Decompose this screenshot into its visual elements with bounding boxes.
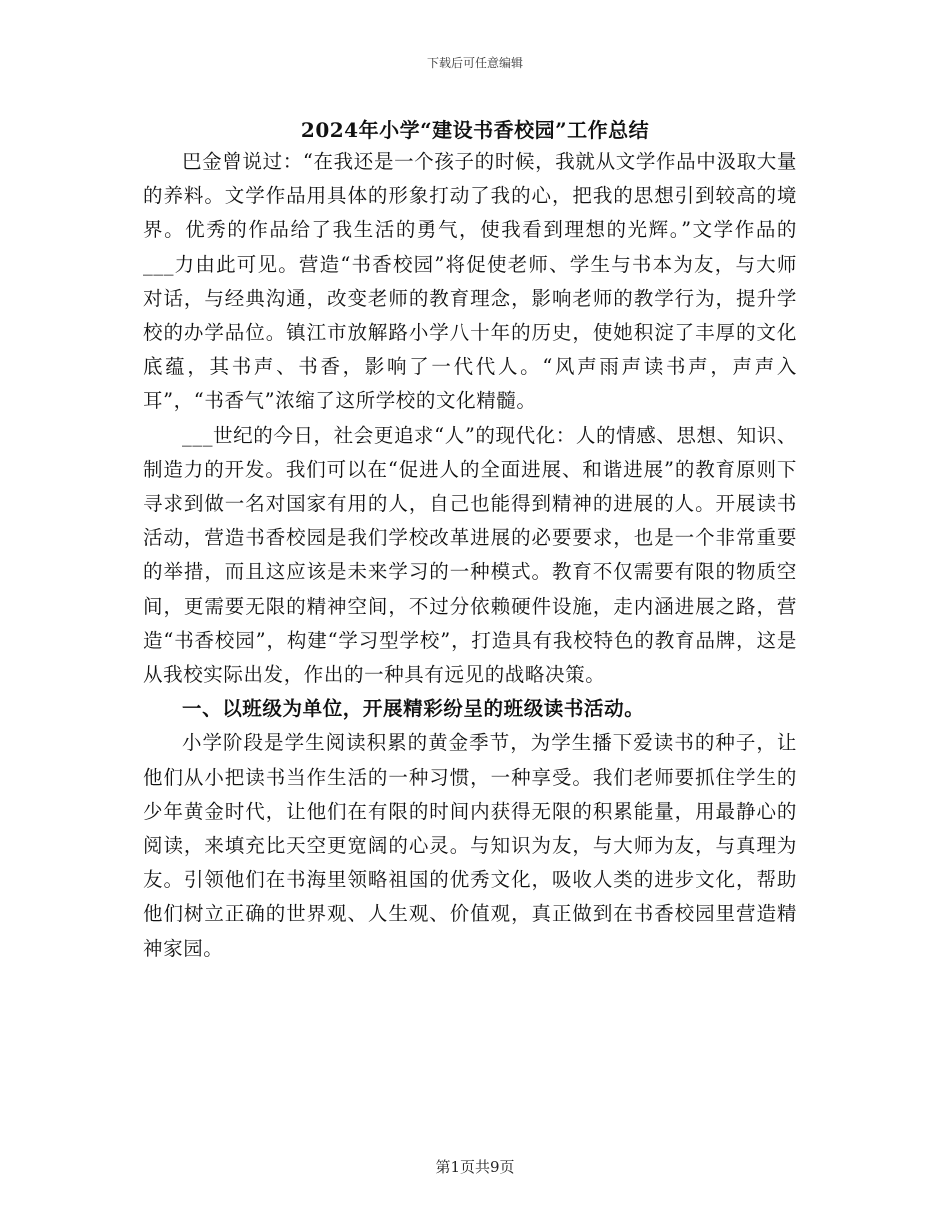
body-paragraph: ___世纪的今日，社会更追求“人”的现代化：人的情感、思想、知识、制造力的开发。我们可以在“促进人的全面进展、和谐进展”的教育原则下寻求到做一名对国家有用的人，自己也能得到精神的进展的人。开展读书活动，营造书香校园是我们学校改革进展的必要要求，也是一个非常重要的举措，而且这应该是未来学习的一种模式。教育不仅需要有限的物质空间，更需要无限的精神空间，不过分依赖硬件设施，走内涵进展之路，营造“书香校园”，构建“学习型学校”，打造具有我校特色的教育品牌，这是从我校实际出发，作出的一种具有远见的战略决策。 xyxy=(143,423,797,687)
body-paragraph: 小学阶段是学生阅读积累的黄金季节，为学生播下爱读书的种子，让他们从小把读书当作生活的一种习惯，一种享受。我们老师要抓住学生的少年黄金时代，让他们在有限的时间内获得无限的积累能量，用最静心的阅读，来填充比天空更宽阔的心灵。与知识为友，与大师为友，与真理为友。引领他们在书海里领略祖国的优秀文化，吸收人类的进步文化，帮助他们树立正确的世界观、人生观、价值观，真正做到在书香校园里营造精神家园。 xyxy=(143,731,797,960)
document-body xyxy=(143,145,797,966)
page-number: 第1页共9页 xyxy=(435,1158,515,1176)
section-heading: 一、以班级为单位，开展精彩纷呈的班级读书活动。 xyxy=(182,697,645,721)
body-paragraph: 巴金曾说过：“在我还是一个孩子的时候，我就从文学作品中汲取大量的养料。文学作品用具体的形象打动了我的心，把我的思想引到较高的境界。优秀的作品给了我生活的勇气，使我看到理想的光辉。”文学作品的___力由此可见。营造“书香校园”将促使老师、学生与书本为友，与大师对话，与经典沟通，改变老师的教育理念，影响老师的教学行为，提升学校的办学品位。镇江市放解路小学八十年的历史，使她积淀了丰厚的文化底蕴，其书声、书香，影响了一代代人。“风声雨声读书声，声声入耳”，“书香气”浓缩了这所学校的文化精髓。 xyxy=(143,150,797,413)
document-title: 2024年小学“建设书香校园”工作总结 xyxy=(300,118,650,142)
page-header-note: 下载后可任意编辑 xyxy=(426,56,523,70)
